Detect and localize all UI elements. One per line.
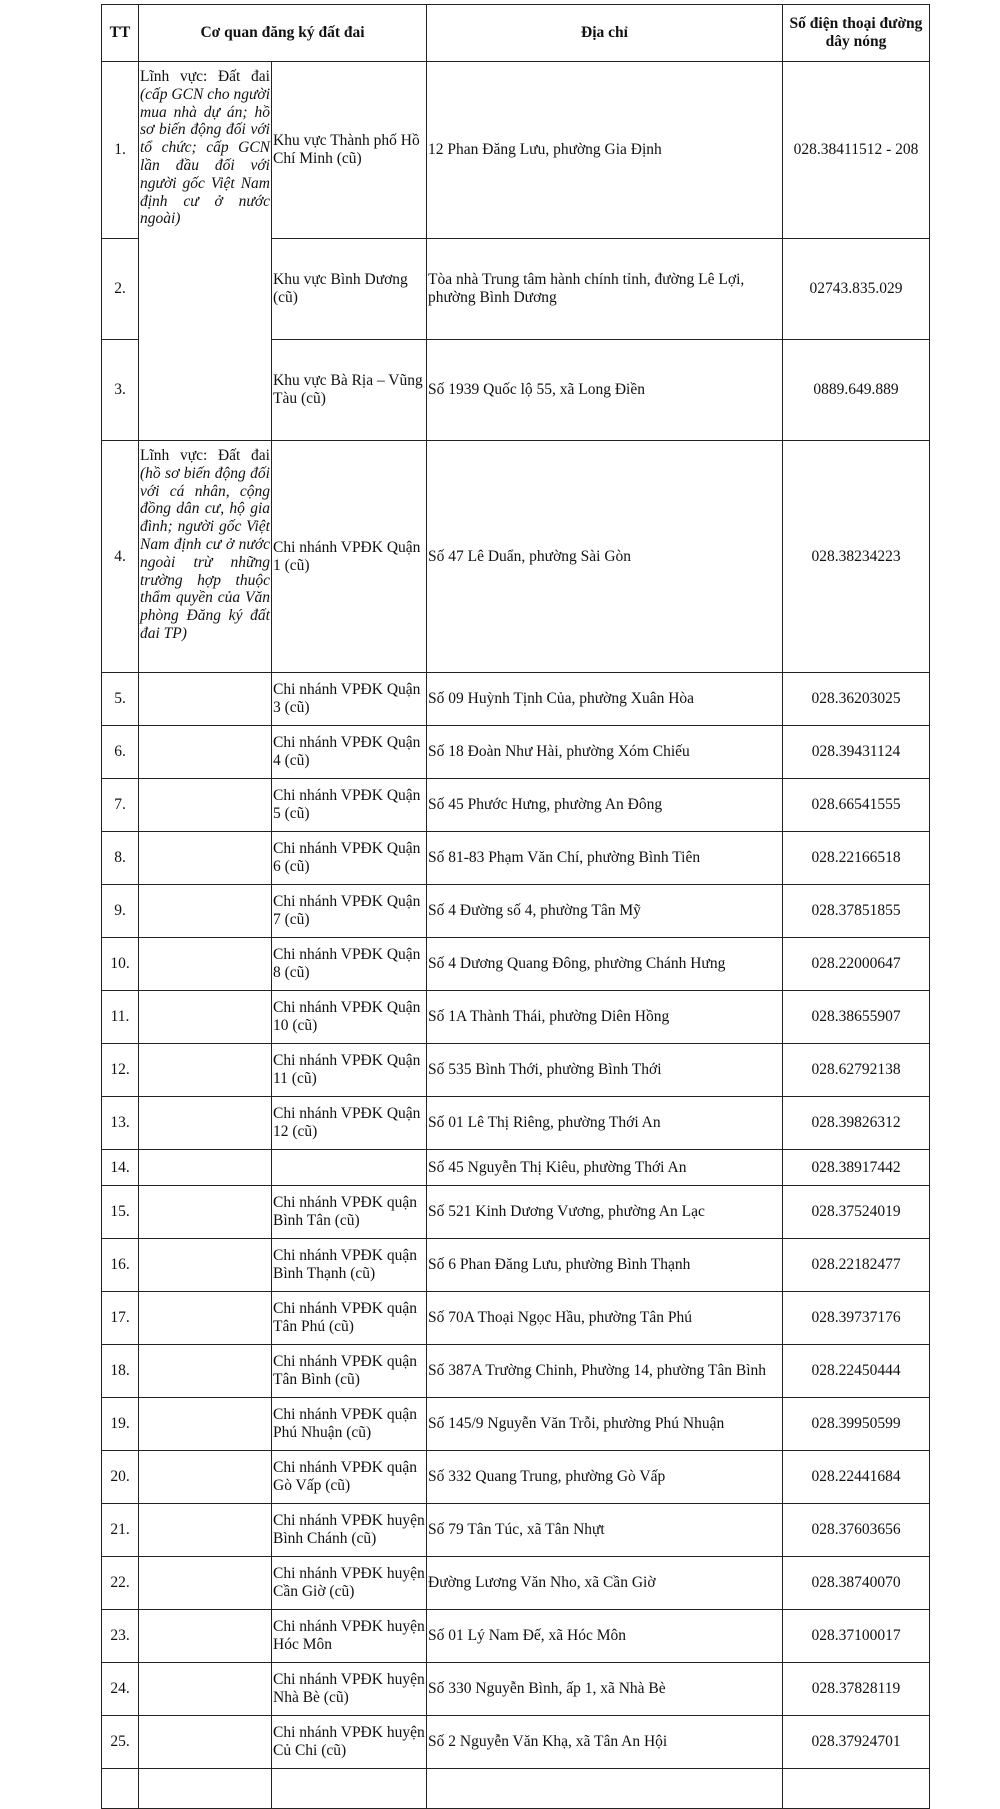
address-cell: Số 09 Huỳnh Tịnh Của, phường Xuân Hòa (427, 673, 783, 726)
field-cell-empty (139, 1150, 272, 1186)
header-tt: TT (102, 5, 139, 62)
phone-cell: 028.66541555 (783, 779, 930, 832)
field-cell-empty (139, 832, 272, 885)
phone-cell: 028.22166518 (783, 832, 930, 885)
table-row (102, 885, 930, 938)
address-cell: Số 4 Dương Quang Đông, phường Chánh Hưng (427, 938, 783, 991)
address-cell: Số 45 Phước Hưng, phường An Đông (427, 779, 783, 832)
table-row (102, 1557, 930, 1610)
phone-cell: 028.37603656 (783, 1504, 930, 1557)
row-number: 19. (102, 1398, 139, 1451)
agency-cell: Chi nhánh VPĐK quận Gò Vấp (cũ) (272, 1451, 427, 1504)
field-cell-1 (139, 62, 272, 441)
row-number: 25. (102, 1716, 139, 1769)
field-cell-empty (139, 1186, 272, 1239)
field-cell-empty (139, 1716, 272, 1769)
address-cell: Số 2 Nguyễn Văn Khạ, xã Tân An Hội (427, 1716, 783, 1769)
table-row-partial (102, 1769, 930, 1809)
phone-cell: 028.38655907 (783, 991, 930, 1044)
table-row (102, 832, 930, 885)
phone-cell: 028.37851855 (783, 885, 930, 938)
agency-cell: Chi nhánh VPĐK quận Tân Bình (cũ) (272, 1345, 427, 1398)
agency-cell: Chi nhánh VPĐK quận Bình Thạnh (cũ) (272, 1239, 427, 1292)
agency-cell: Chi nhánh VPĐK huyện Hóc Môn (272, 1610, 427, 1663)
field-cell-empty (139, 726, 272, 779)
row-number: 11. (102, 991, 139, 1044)
table-row (102, 726, 930, 779)
phone-cell: 028.39431124 (783, 726, 930, 779)
agency-cell: Chi nhánh VPĐK Quận 1 (cũ) (272, 441, 427, 673)
row-number: 24. (102, 1663, 139, 1716)
table-row (102, 1716, 930, 1769)
field-cell-2 (139, 441, 272, 673)
agency-cell: Chi nhánh VPĐK quận Phú Nhuận (cũ) (272, 1398, 427, 1451)
agency-cell: Chi nhánh VPĐK quận Tân Phú (cũ) (272, 1292, 427, 1345)
row-number: 8. (102, 832, 139, 885)
address-cell: Số 6 Phan Đăng Lưu, phường Bình Thạnh (427, 1239, 783, 1292)
field-cell-empty (139, 1044, 272, 1097)
phone-cell: 02743.835.029 (783, 239, 930, 340)
address-cell: Số 70A Thoại Ngọc Hầu, phường Tân Phú (427, 1292, 783, 1345)
field-cell-empty (139, 885, 272, 938)
field-cell-empty (139, 1451, 272, 1504)
phone-cell: 028.38234223 (783, 441, 930, 673)
empty-cell (427, 1769, 783, 1809)
field-cell-empty (139, 1504, 272, 1557)
agency-cell: Chi nhánh VPĐK quận Bình Tân (cũ) (272, 1186, 427, 1239)
header-agency: Cơ quan đăng ký đất đai (139, 5, 427, 62)
agency-cell: Chi nhánh VPĐK huyện Nhà Bè (cũ) (272, 1663, 427, 1716)
agency-cell: Chi nhánh VPĐK Quận 3 (cũ) (272, 673, 427, 726)
row-number: 12. (102, 1044, 139, 1097)
table-row (102, 1663, 930, 1716)
address-cell: Số 18 Đoàn Như Hài, phường Xóm Chiếu (427, 726, 783, 779)
row-number: 22. (102, 1557, 139, 1610)
field-cell-empty (139, 938, 272, 991)
table-row (102, 1451, 930, 1504)
field-cell-empty (139, 673, 272, 726)
phone-cell: 028.39950599 (783, 1398, 930, 1451)
address-cell: Số 145/9 Nguyễn Văn Trỗi, phường Phú Nhuận (427, 1398, 783, 1451)
agency-cell: Chi nhánh VPĐK Quận 8 (cũ) (272, 938, 427, 991)
phone-cell: 028.37524019 (783, 1186, 930, 1239)
address-cell: 12 Phan Đăng Lưu, phường Gia Định (427, 62, 783, 239)
table-row (102, 673, 930, 726)
phone-cell: 028.62792138 (783, 1044, 930, 1097)
phone-cell: 028.39826312 (783, 1097, 930, 1150)
address-cell: Số 4 Đường số 4, phường Tân Mỹ (427, 885, 783, 938)
table-header-row (102, 5, 930, 62)
address-cell: Số 535 Bình Thới, phường Bình Thới (427, 1044, 783, 1097)
row-number: 4. (102, 441, 139, 673)
phone-cell: 028.37924701 (783, 1716, 930, 1769)
phone-cell: 028.37828119 (783, 1663, 930, 1716)
field-cell-empty (139, 1663, 272, 1716)
field-title: Lĩnh vực: Đất đai (140, 447, 270, 464)
field-note: (cấp GCN cho người mua nhà dự án; hồ sơ biến động đối với tổ chức; cấp GCN lần đầu đối với người gốc Việt Nam định cư ở nước ngoài) (140, 85, 270, 228)
address-cell: Số 81-83 Phạm Văn Chí, phường Bình Tiên (427, 832, 783, 885)
table-row (102, 1345, 930, 1398)
agency-cell: Chi nhánh VPĐK huyện Cần Giờ (cũ) (272, 1557, 427, 1610)
phone-cell: 028.22450444 (783, 1345, 930, 1398)
agency-cell (272, 1150, 427, 1186)
agency-cell: Chi nhánh VPĐK Quận 4 (cũ) (272, 726, 427, 779)
address-cell: Số 79 Tân Túc, xã Tân Nhựt (427, 1504, 783, 1557)
table-row (102, 1044, 930, 1097)
table-row (102, 62, 930, 239)
row-number: 10. (102, 938, 139, 991)
address-cell: Số 01 Lê Thị Riêng, phường Thới An (427, 1097, 783, 1150)
land-registration-table (101, 4, 930, 1809)
field-cell-empty (139, 1097, 272, 1150)
table-row (102, 1186, 930, 1239)
row-number: 23. (102, 1610, 139, 1663)
row-number: 18. (102, 1345, 139, 1398)
row-number: 1. (102, 62, 139, 239)
table-row (102, 779, 930, 832)
table-row (102, 1239, 930, 1292)
phone-cell: 028.39737176 (783, 1292, 930, 1345)
address-cell: Tòa nhà Trung tâm hành chính tỉnh, đường Lê Lợi, phường Bình Dương (427, 239, 783, 340)
row-number: 20. (102, 1451, 139, 1504)
phone-cell: 0889.649.889 (783, 340, 930, 441)
header-phone: Số điện thoại đường dây nóng (783, 5, 930, 62)
empty-cell (272, 1769, 427, 1809)
row-number: 9. (102, 885, 139, 938)
agency-cell: Chi nhánh VPĐK huyện Củ Chi (cũ) (272, 1716, 427, 1769)
phone-cell: 028.37100017 (783, 1610, 930, 1663)
row-number: 2. (102, 239, 139, 340)
table-row (102, 1398, 930, 1451)
address-cell: Số 521 Kinh Dương Vương, phường An Lạc (427, 1186, 783, 1239)
address-cell: Số 47 Lê Duẩn, phường Sài Gòn (427, 441, 783, 673)
table-row (102, 441, 930, 673)
phone-cell: 028.38917442 (783, 1150, 930, 1186)
header-address: Địa chỉ (427, 5, 783, 62)
row-number: 21. (102, 1504, 139, 1557)
address-cell: Số 387A Trường Chinh, Phường 14, phường Tân Bình (427, 1345, 783, 1398)
row-number: 17. (102, 1292, 139, 1345)
field-cell-empty (139, 1610, 272, 1663)
table-row (102, 1610, 930, 1663)
empty-cell (102, 1769, 139, 1809)
table-row (102, 1504, 930, 1557)
row-number: 16. (102, 1239, 139, 1292)
table-row (102, 938, 930, 991)
address-cell: Số 330 Nguyễn Bình, ấp 1, xã Nhà Bè (427, 1663, 783, 1716)
agency-cell: Chi nhánh VPĐK Quận 12 (cũ) (272, 1097, 427, 1150)
phone-cell: 028.36203025 (783, 673, 930, 726)
field-cell-empty (139, 1345, 272, 1398)
agency-cell: Chi nhánh VPĐK Quận 11 (cũ) (272, 1044, 427, 1097)
agency-cell: Chi nhánh VPĐK Quận 6 (cũ) (272, 832, 427, 885)
address-cell: Số 1939 Quốc lộ 55, xã Long Điền (427, 340, 783, 441)
phone-cell: 028.38740070 (783, 1557, 930, 1610)
agency-cell: Chi nhánh VPĐK Quận 10 (cũ) (272, 991, 427, 1044)
address-cell: Số 45 Nguyễn Thị Kiêu, phường Thới An (427, 1150, 783, 1186)
address-cell: Số 01 Lý Nam Đế, xã Hóc Môn (427, 1610, 783, 1663)
phone-cell: 028.22182477 (783, 1239, 930, 1292)
phone-cell: 028.22441684 (783, 1451, 930, 1504)
table-row (102, 1150, 930, 1186)
field-cell-empty (139, 1398, 272, 1451)
phone-cell: 028.38411512 - 208 (783, 62, 930, 239)
field-cell-empty (139, 1292, 272, 1345)
row-number: 3. (102, 340, 139, 441)
row-number: 5. (102, 673, 139, 726)
agency-cell: Chi nhánh VPĐK Quận 7 (cũ) (272, 885, 427, 938)
table-row (102, 1292, 930, 1345)
agency-cell: Chi nhánh VPĐK huyện Bình Chánh (cũ) (272, 1504, 427, 1557)
row-number: 13. (102, 1097, 139, 1150)
agency-cell: Khu vực Bình Dương (cũ) (272, 239, 427, 340)
row-number: 15. (102, 1186, 139, 1239)
table-row (102, 991, 930, 1044)
row-number: 6. (102, 726, 139, 779)
field-cell-empty (139, 1239, 272, 1292)
phone-cell: 028.22000647 (783, 938, 930, 991)
empty-cell (139, 1769, 272, 1809)
row-number: 14. (102, 1150, 139, 1186)
address-cell: Số 1A Thành Thái, phường Diên Hồng (427, 991, 783, 1044)
agency-cell: Khu vực Thành phố Hồ Chí Minh (cũ) (272, 62, 427, 239)
field-cell-empty (139, 991, 272, 1044)
field-cell-empty (139, 1557, 272, 1610)
address-cell: Đường Lương Văn Nho, xã Cần Giờ (427, 1557, 783, 1610)
address-cell: Số 332 Quang Trung, phường Gò Vấp (427, 1451, 783, 1504)
row-number: 7. (102, 779, 139, 832)
field-cell-empty (139, 779, 272, 832)
agency-cell: Khu vực Bà Rịa – Vũng Tàu (cũ) (272, 340, 427, 441)
empty-cell (783, 1769, 930, 1809)
field-note: (hồ sơ biến động đối với cá nhân, cộng đồng dân cư, hộ gia đình; người gốc Việt Nam định cư ở nước ngoài trừ những trường hợp thuộc thẩm quyền của Văn phòng Đăng ký đất đai TP) (140, 464, 270, 642)
agency-cell: Chi nhánh VPĐK Quận 5 (cũ) (272, 779, 427, 832)
field-title: Lĩnh vực: Đất đai (140, 68, 270, 85)
table-row (102, 1097, 930, 1150)
